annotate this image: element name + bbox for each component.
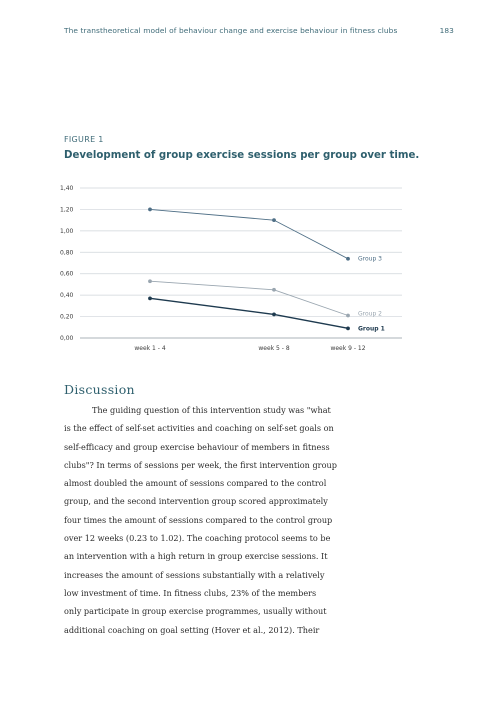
- body-line: low investment of time. In fitness clubs, 23% of the members: [64, 587, 317, 598]
- y-tick-label: 1,00: [60, 227, 74, 235]
- series-line: [150, 209, 348, 258]
- series-line: [150, 281, 348, 315]
- x-tick-label: week 5 - 8: [258, 345, 290, 352]
- data-point: [272, 313, 276, 317]
- running-header: [64, 26, 454, 35]
- body-line: clubs"? In terms of sessions per week, the first intervention group: [64, 459, 337, 470]
- body-line: almost doubled the amount of sessions compared to the control: [64, 478, 327, 489]
- data-point: [346, 257, 350, 261]
- y-tick-label: 0,20: [60, 313, 74, 321]
- y-tick-label: 1,20: [60, 206, 74, 214]
- y-tick-label: 0,60: [60, 270, 74, 278]
- discussion-body: [64, 401, 416, 639]
- line-chart: [40, 175, 420, 365]
- running-title: The transtheoretical model of behaviour change and exercise behaviour in fitness clubs: [64, 26, 398, 35]
- body-line: self-efficacy and group exercise behaviour of members in fitness: [64, 441, 330, 452]
- data-point: [346, 314, 350, 318]
- y-tick-label: 0,00: [60, 335, 74, 342]
- body-line: only participate in group exercise programmes, usually without: [64, 606, 327, 617]
- page-number: 183: [439, 26, 454, 35]
- body-line: The guiding question of this intervention study was "what: [92, 405, 331, 415]
- body-line: four times the amount of sessions compared to the control group: [64, 514, 333, 525]
- body-line: over 12 weeks (0.23 to 1.02). The coaching protocol seems to be: [64, 533, 331, 544]
- data-point: [272, 218, 276, 222]
- figure-title: Development of group exercise sessions per group over time.: [64, 150, 420, 161]
- series-label: Group 2: [358, 310, 382, 318]
- x-tick-label: week 1 - 4: [134, 345, 166, 352]
- data-point: [148, 296, 152, 300]
- data-point: [346, 326, 350, 330]
- y-tick-label: 0,40: [60, 292, 74, 300]
- body-line: group, and the second intervention group scored approximately: [64, 496, 328, 507]
- data-point: [148, 279, 152, 283]
- body-line: is the effect of self-set activities and coaching on self-set goals on: [64, 423, 334, 434]
- data-point: [148, 208, 152, 212]
- body-line: an intervention with a high return in group exercise sessions. It: [64, 551, 328, 562]
- series-line: [150, 298, 348, 328]
- section-heading-discussion: Discussion: [64, 382, 135, 397]
- series-label: Group 1: [358, 325, 385, 333]
- figure-label: FIGURE 1: [64, 135, 104, 144]
- data-point: [272, 288, 276, 292]
- body-line: additional coaching on goal setting (Hover et al., 2012). Their: [64, 624, 320, 635]
- y-tick-label: 1,40: [60, 185, 74, 192]
- series-label: Group 3: [358, 255, 382, 263]
- body-line: increases the amount of sessions substantially with a relatively: [64, 569, 325, 580]
- x-tick-label: week 9 - 12: [330, 345, 366, 352]
- y-tick-label: 0,80: [60, 249, 74, 257]
